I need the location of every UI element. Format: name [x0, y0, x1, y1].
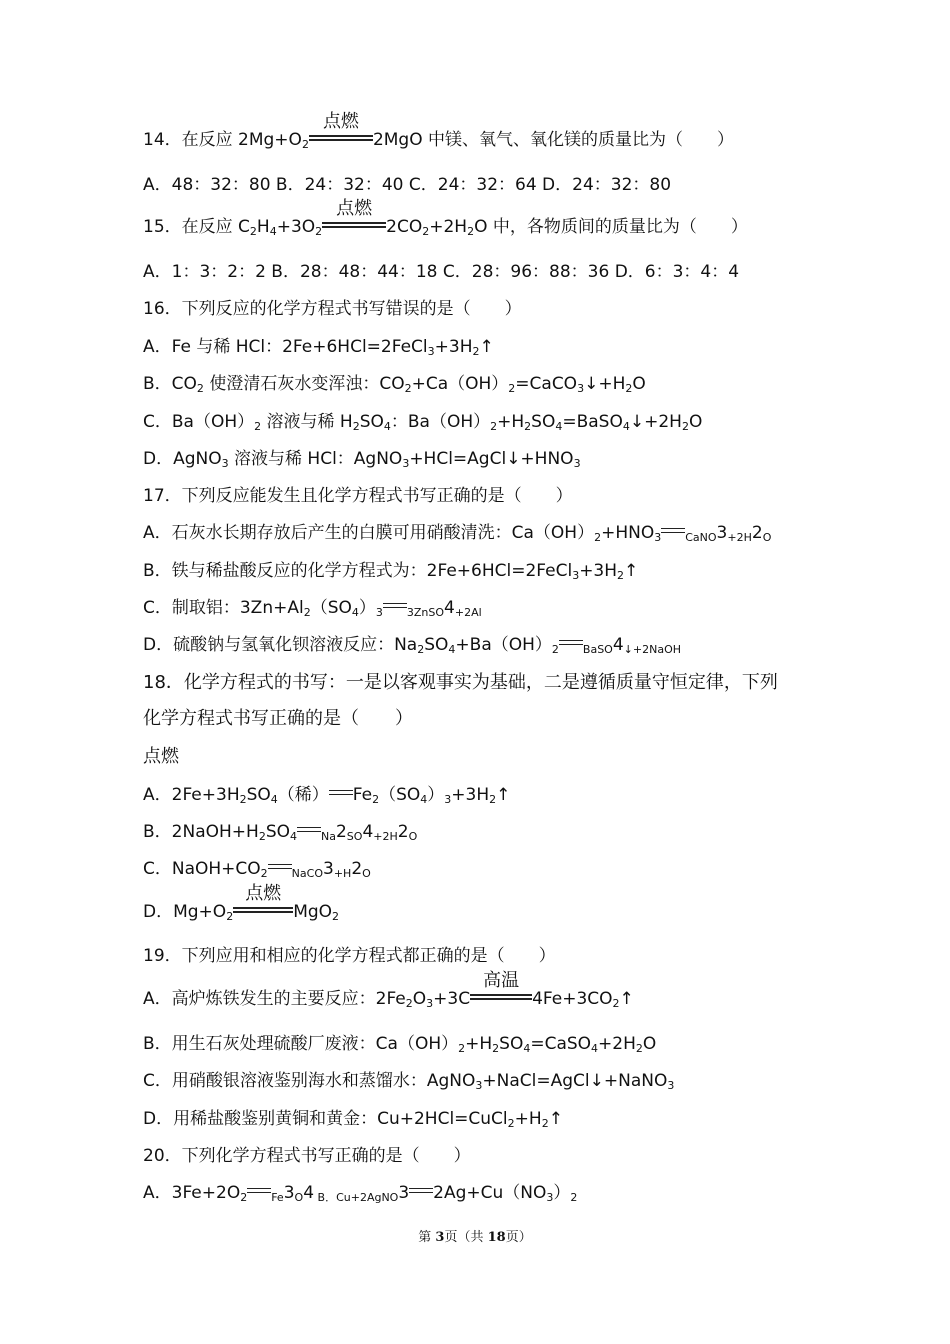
subscript: 2 [492, 1042, 500, 1055]
subscript: O [408, 830, 418, 843]
equals-sign [409, 1187, 433, 1195]
equation-text: B．铁与稀盐酸反应的化学方程式为：2Fe+6HCl=2FeCl [143, 561, 573, 581]
equation-text: A．3Fe+2O [143, 1183, 241, 1203]
q17-option-d [143, 634, 681, 656]
q19a-condition: 高温 [483, 970, 520, 991]
equation-text: +Ba（OH） [455, 635, 552, 655]
subscript: 2 [240, 1191, 248, 1204]
equation-text: （SO [310, 598, 352, 618]
equation-text: 使澄清石灰水变浑浊：CO [203, 374, 405, 394]
q19a-condition-equals [470, 970, 532, 1002]
q14-options: A．48：32：80 B．24：32：40 C．24：32：64 D．24：32：80 [143, 175, 672, 195]
equals-sign [559, 639, 583, 647]
q15-sub1: 2 [249, 225, 257, 238]
q17-option-c [143, 597, 482, 619]
q18-condition-label: 点燃 [143, 746, 179, 767]
equation-text: ↓+H [584, 374, 626, 394]
subscript: 2 [594, 531, 602, 544]
equation-text: 4 [303, 1183, 315, 1203]
equation-text: ） [427, 785, 445, 805]
q15-text-e: +2H [429, 217, 468, 237]
subscript: +2H [727, 531, 752, 544]
q14-condition: 点燃 [322, 111, 359, 132]
subscript: 4 [351, 606, 359, 619]
q17-option-b [143, 560, 638, 582]
subscript: 2 [489, 793, 497, 806]
equation-text: +3H [434, 337, 473, 357]
equation-text: +NaCl=AgCl↓+NaNO [482, 1071, 668, 1091]
equation-text: 溶液与稀 HCl：AgNO [228, 449, 403, 469]
equals-sign [329, 789, 353, 797]
equation-text: 3 [283, 1183, 295, 1203]
equals-sign [247, 1187, 271, 1195]
q20-options [143, 1182, 577, 1204]
equation-text: C．制取铝：3Zn+Al [143, 598, 304, 618]
equation-text: B．用生石灰处理硫酸厂废液：Ca（OH） [143, 1034, 459, 1054]
equation-text: +H [514, 1109, 542, 1129]
q14-text: 14．在反应 2Mg+O [143, 130, 302, 150]
subscript: 2 [681, 420, 689, 433]
equation-text: ↑ [548, 1109, 563, 1129]
q18d-sub2: 2 [332, 910, 340, 923]
q15-text-d: 2CO [386, 217, 423, 237]
equals-sign [383, 602, 407, 610]
q16-option-d [143, 448, 581, 470]
double-line [233, 905, 293, 914]
subscript: 3 [667, 1079, 675, 1092]
subscript: 3 [654, 531, 662, 544]
subscript: 3 [375, 606, 383, 619]
q19-option-d [143, 1108, 563, 1130]
equation-text: 溶液与稀 H [261, 412, 353, 432]
equation-text: 4 [362, 822, 374, 842]
q18d-text-b: MgO [293, 902, 333, 922]
q15-sub2: 4 [269, 225, 277, 238]
subscript: +2Al [454, 606, 482, 619]
subscript: 2 [490, 420, 498, 433]
equation-text: ↑ [624, 561, 639, 581]
q14-tail: 2MgO 中镁、氧气、氧化镁的质量比为（ ） [372, 130, 734, 150]
subscript: O [762, 531, 772, 544]
equals-sign [268, 863, 292, 871]
equation-text: C．Ba（OH） [143, 412, 255, 432]
equation-text: A．Fe 与稀 HCl：2Fe+6HCl=2FeCl [143, 337, 428, 357]
subscript: 2 [239, 793, 247, 806]
q18d-condition: 点燃 [245, 883, 282, 904]
question-18-line-2: 化学方程式书写正确的是（ ） [143, 708, 413, 729]
q19a-text-b: O [412, 989, 427, 1009]
q14-sub: 2 [301, 138, 309, 151]
equation-text: 2 [351, 859, 363, 879]
q16-option-b [143, 373, 646, 395]
subscript: 4 [555, 420, 563, 433]
subscript: ↓+2NaOH [623, 643, 682, 656]
q15-text-c: +3O [276, 217, 316, 237]
subscript: 3 [577, 382, 585, 395]
equation-text: C．NaOH+CO [143, 859, 261, 879]
equation-text: =CaSO [530, 1034, 592, 1054]
subscript: +H [333, 867, 352, 880]
subscript: 4 [270, 793, 278, 806]
subscript: 4 [420, 793, 428, 806]
subscript: 3 [573, 457, 581, 470]
q16-option-a [143, 336, 494, 358]
subscript: 2 [372, 793, 380, 806]
subscript: 2 [524, 420, 532, 433]
equation-text: ↑ [496, 785, 511, 805]
q15-sub4: 2 [422, 225, 430, 238]
q19-option-c [143, 1070, 674, 1092]
subscript: 2 [258, 830, 266, 843]
subscript: 3 [444, 793, 452, 806]
double-line [470, 992, 532, 1001]
q18-option-c [143, 858, 371, 880]
equation-text: O [688, 412, 703, 432]
subscript: 2 [352, 420, 360, 433]
q19a-sub1: 2 [405, 997, 413, 1010]
subscript: 2 [404, 382, 412, 395]
equation-text: 3 [322, 859, 334, 879]
double-line [309, 133, 373, 142]
question-17: 17．下列反应能发生且化学方程式书写正确的是（ ） [143, 486, 573, 506]
subscript: 2 [625, 382, 633, 395]
equation-text: O [642, 1034, 657, 1054]
equation-text: +Ca（OH） [411, 374, 509, 394]
subscript: 2 [508, 382, 516, 395]
question-19: 19．下列应用和相应的化学方程式都正确的是（ ） [143, 946, 556, 966]
equation-text: ：Ba（OH） [390, 412, 491, 432]
equation-text: +HCl=AgCl↓+HNO [409, 449, 574, 469]
q19a-sub3: 2 [612, 997, 620, 1010]
subscript: 4 [622, 420, 630, 433]
subscript: NaCO [291, 867, 323, 880]
subscript: 4 [383, 420, 391, 433]
q15-sub3: 2 [315, 225, 323, 238]
q14-condition-equals [309, 111, 373, 143]
q15-condition-equals [322, 198, 386, 230]
equation-text: 3 [716, 523, 728, 543]
subscript: +2H [373, 830, 398, 843]
q19a-text-a: A．高炉炼铁发生的主要反应：2Fe [143, 989, 406, 1009]
equation-text: A．2Fe+3H [143, 785, 240, 805]
equals-sign [297, 826, 321, 834]
equation-text: B．2NaOH+H [143, 822, 259, 842]
subscript: O [362, 867, 371, 880]
equation-text: 2 [751, 523, 763, 543]
q15-text-f: O 中，各物质间的质量比为（ ） [474, 217, 748, 237]
q18-option-a [143, 784, 510, 806]
equation-text: 4 [612, 635, 624, 655]
subscript: 4 [523, 1042, 531, 1055]
subscript: 2 [635, 1042, 643, 1055]
footer-page-number: 3 [435, 1230, 445, 1245]
q17-option-a [143, 522, 771, 544]
subscript: 4 [289, 830, 297, 843]
equation-text: C．用硝酸银溶液鉴别海水和蒸馏水：AgNO [143, 1071, 476, 1091]
equation-text: +2H [598, 1034, 636, 1054]
equation-text: +HNO [601, 523, 655, 543]
equation-text: ↓+2H [629, 412, 682, 432]
subscript: SO [346, 830, 363, 843]
q15-text-a: 15．在反应 C [143, 217, 250, 237]
footer-pre: 第 [418, 1230, 436, 1245]
equation-text: =BaSO [562, 412, 623, 432]
subscript: 2 [260, 867, 268, 880]
subscript: 2 [417, 643, 425, 656]
subscript: 3ZnSO [406, 606, 445, 619]
subscript: 2 [303, 606, 311, 619]
equation-text: O [632, 374, 646, 394]
page-footer [0, 1226, 950, 1245]
subscript: 2 [196, 382, 204, 395]
equation-text: B．CO [143, 374, 197, 394]
footer-mid: 页（共 [444, 1230, 488, 1245]
equation-text: 2 [397, 822, 409, 842]
equation-text: =CaCO [515, 374, 578, 394]
subscript: CaNO [685, 531, 717, 544]
question-16: 16．下列反应的化学方程式书写错误的是（ ） [143, 299, 522, 319]
equation-text: （SO [379, 785, 421, 805]
q18d-text-a: D．Mg+O [143, 902, 227, 922]
equation-text: 4 [444, 598, 455, 618]
subscript: 2 [617, 569, 625, 582]
subscript: 2 [458, 1042, 466, 1055]
q19a-text-e: ↑ [619, 989, 634, 1009]
equation-text: D．硫酸钠与氢氧化钡溶液反应：Na [143, 635, 418, 655]
equals-sign [661, 527, 685, 535]
equation-text: D．用稀盐酸鉴别黄铜和黄金：Cu+2HCl=CuCl [143, 1109, 508, 1129]
question-14 [143, 111, 734, 151]
equation-text: ↑ [479, 337, 494, 357]
equation-text: ） [358, 598, 376, 618]
subscript: 3 [402, 457, 410, 470]
q18d-sub1: 2 [226, 910, 234, 923]
q16-option-c [143, 411, 702, 433]
footer-total-pages: 18 [487, 1230, 506, 1245]
equation-text: A．石灰水长期存放后产生的白膜可用硝酸清洗：Ca（OH） [143, 523, 595, 543]
q19a-text-d: 4Fe+3CO [532, 989, 613, 1009]
subscript: 4 [591, 1042, 599, 1055]
equation-text: （稀） [277, 785, 329, 805]
question-18-line-1: 18．化学方程式的书写：一是以客观事实为基础，二是遵循质量守恒定律，下列 [143, 672, 778, 693]
equation-text: SO [265, 822, 290, 842]
equation-text: 2 [335, 822, 347, 842]
equation-text: SO [424, 635, 449, 655]
subscript: 2 [570, 1191, 578, 1204]
subscript: 2 [254, 420, 262, 433]
subscript: 4 [448, 643, 456, 656]
q18d-condition-equals [233, 883, 293, 915]
equation-text: +H [497, 412, 525, 432]
q19-option-a [143, 970, 634, 1010]
equation-text: SO [499, 1034, 524, 1054]
subscript: 2 [551, 643, 559, 656]
subscript: B．Cu+2AgNO [314, 1191, 399, 1204]
subscript: 3 [572, 569, 580, 582]
q18-option-b [143, 821, 417, 843]
q18-option-d [143, 883, 340, 923]
q19a-text-c: +3C [433, 989, 471, 1009]
equation-text: +3H [579, 561, 618, 581]
subscript: Na [320, 830, 336, 843]
subscript: BaSO [582, 643, 613, 656]
q15-sub5: 2 [467, 225, 475, 238]
q19a-sub2: 3 [426, 997, 434, 1010]
q15-options: A．1：3：2：2 B．28：48：44：18 C．28：96：88：36 D．6：3：4：4 [143, 262, 740, 282]
equation-text: +H [465, 1034, 493, 1054]
subscript: 3 [475, 1079, 483, 1092]
subscript: 2 [507, 1117, 515, 1130]
q15-text-b: H [256, 217, 270, 237]
equation-text: SO [531, 412, 556, 432]
equation-text: 2Ag+Cu（NO [433, 1183, 547, 1203]
subscript: Fe [271, 1191, 284, 1204]
question-15 [143, 198, 748, 238]
subscript: O [294, 1191, 304, 1204]
equation-text: ） [553, 1183, 571, 1203]
subscript: 2 [541, 1117, 549, 1130]
subscript: 3 [546, 1191, 554, 1204]
equation-text: Fe [352, 785, 373, 805]
equation-text: SO [246, 785, 271, 805]
equation-text: 3 [398, 1183, 410, 1203]
q15-condition: 点燃 [336, 198, 373, 219]
double-line [322, 220, 386, 229]
question-20: 20．下列化学方程式书写正确的是（ ） [143, 1146, 471, 1166]
equation-text: SO [359, 412, 384, 432]
equation-text: +3H [451, 785, 490, 805]
subscript: 3 [427, 345, 435, 358]
equation-text: D．AgNO [143, 449, 222, 469]
subscript: 2 [472, 345, 480, 358]
footer-post: 页） [505, 1230, 532, 1245]
subscript: 3 [221, 457, 229, 470]
q19-option-b [143, 1033, 656, 1055]
